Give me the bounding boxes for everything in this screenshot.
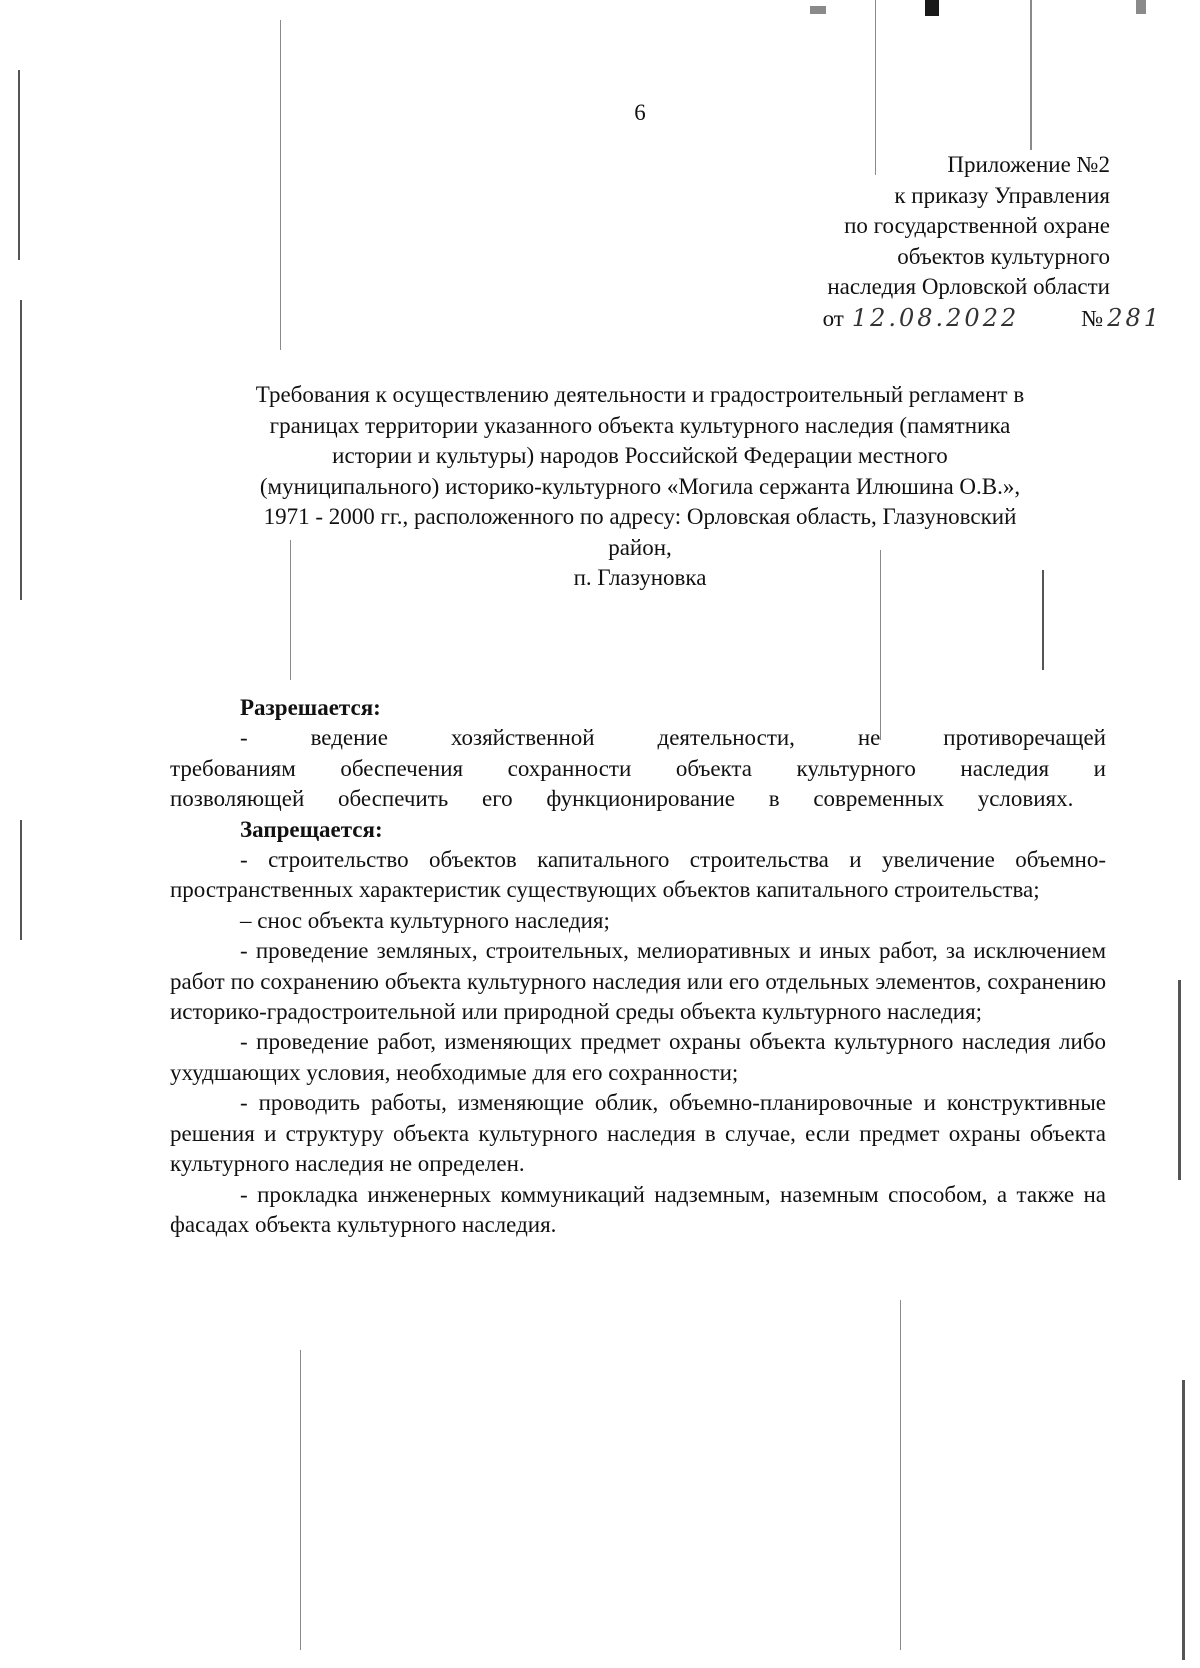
permitted-item: - ведение хозяйственной деятельности, не противоречащей требованиям обеспечения сохранности объекта культурного наследия и позволяющей обеспечить его функционирование в современных условиях.	[170, 725, 1106, 812]
handwritten-date: 12.08.2022	[851, 303, 1020, 332]
annex-line: Приложение №2	[947, 152, 1110, 177]
prohibited-item: - проведение земляных, строительных, мелиоративных и иных работ, за исключением работ по сохранению объекта культурного наследия или его отдельных элементов, сохранению историко-градостроительной или природной среды объекта культурного наследия;	[170, 938, 1106, 1025]
scan-artifact-mark	[1136, 0, 1146, 14]
permitted-heading: Разрешается:	[240, 695, 381, 720]
annex-line: к приказу Управления	[894, 182, 1110, 208]
prohibited-heading: Запрещается:	[240, 816, 383, 842]
scan-artifact-line	[20, 300, 22, 600]
prohibited-item: - прокладка инженерных коммуникаций надземным, наземным способом, а также на фасадах объекта культурного наследия.	[170, 1181, 1106, 1237]
title-line: Требования к осуществлению деятельности и градостроительный регламент в	[255, 382, 1025, 407]
number-label: №	[1081, 305, 1104, 331]
scan-artifact-line	[280, 20, 281, 350]
title-line: истории и культуры) народов Российской Федерации местного	[332, 443, 948, 468]
date-label: от	[822, 305, 844, 331]
document-title	[170, 380, 1110, 594]
scan-artifact-line	[875, 0, 876, 175]
scan-artifact-line	[20, 820, 22, 940]
annex-header	[590, 150, 1162, 335]
scan-artifact-line	[900, 1300, 901, 1650]
annex-date-number-line	[590, 303, 1162, 335]
prohibited-item: – снос объекта культурного наследия;	[240, 907, 610, 933]
annex-line: объектов культурного	[897, 243, 1110, 269]
title-line: 1971 - 2000 гг., расположенного по адресу: Орловская область, Глазуновский	[263, 504, 1017, 529]
scan-artifact-mark	[925, 0, 939, 16]
scan-artifact-line	[1182, 1380, 1185, 1660]
title-line: район,	[608, 534, 672, 560]
scan-artifact-line	[1030, 0, 1032, 150]
title-line: п. Глазуновка	[573, 565, 707, 590]
title-line: (муниципального) историко-культурного «Могила сержанта Илюшина О.В.»,	[259, 473, 1021, 499]
document-body	[170, 693, 1106, 1240]
title-line: границах территории указанного объекта культурного наследия (памятника	[269, 412, 1011, 438]
prohibited-item: - проведение работ, изменяющих предмет охраны объекта культурного наследия либо ухудшающих условия, необходимые для его сохранности;	[170, 1029, 1106, 1085]
scan-artifact-line	[18, 70, 20, 260]
scan-artifact-mark	[810, 6, 826, 14]
prohibited-item: - строительство объектов капитального строительства и увеличение объемно-пространственных характеристик существующих объектов капитального строительства;	[170, 847, 1106, 903]
handwritten-number: 281	[1107, 303, 1162, 332]
scan-artifact-line	[300, 1350, 301, 1650]
annex-line: наследия Орловской области	[827, 274, 1110, 300]
scan-artifact-line	[1178, 980, 1181, 1180]
page-number: 6	[634, 100, 646, 125]
annex-line: по государственной охране	[844, 213, 1110, 239]
prohibited-item: - проводить работы, изменяющие облик, объемно-планировочные и конструктивные решения и структуру объекта культурного наследия в случае, если предмет охраны объекта культурного наследия не определен.	[170, 1090, 1106, 1177]
